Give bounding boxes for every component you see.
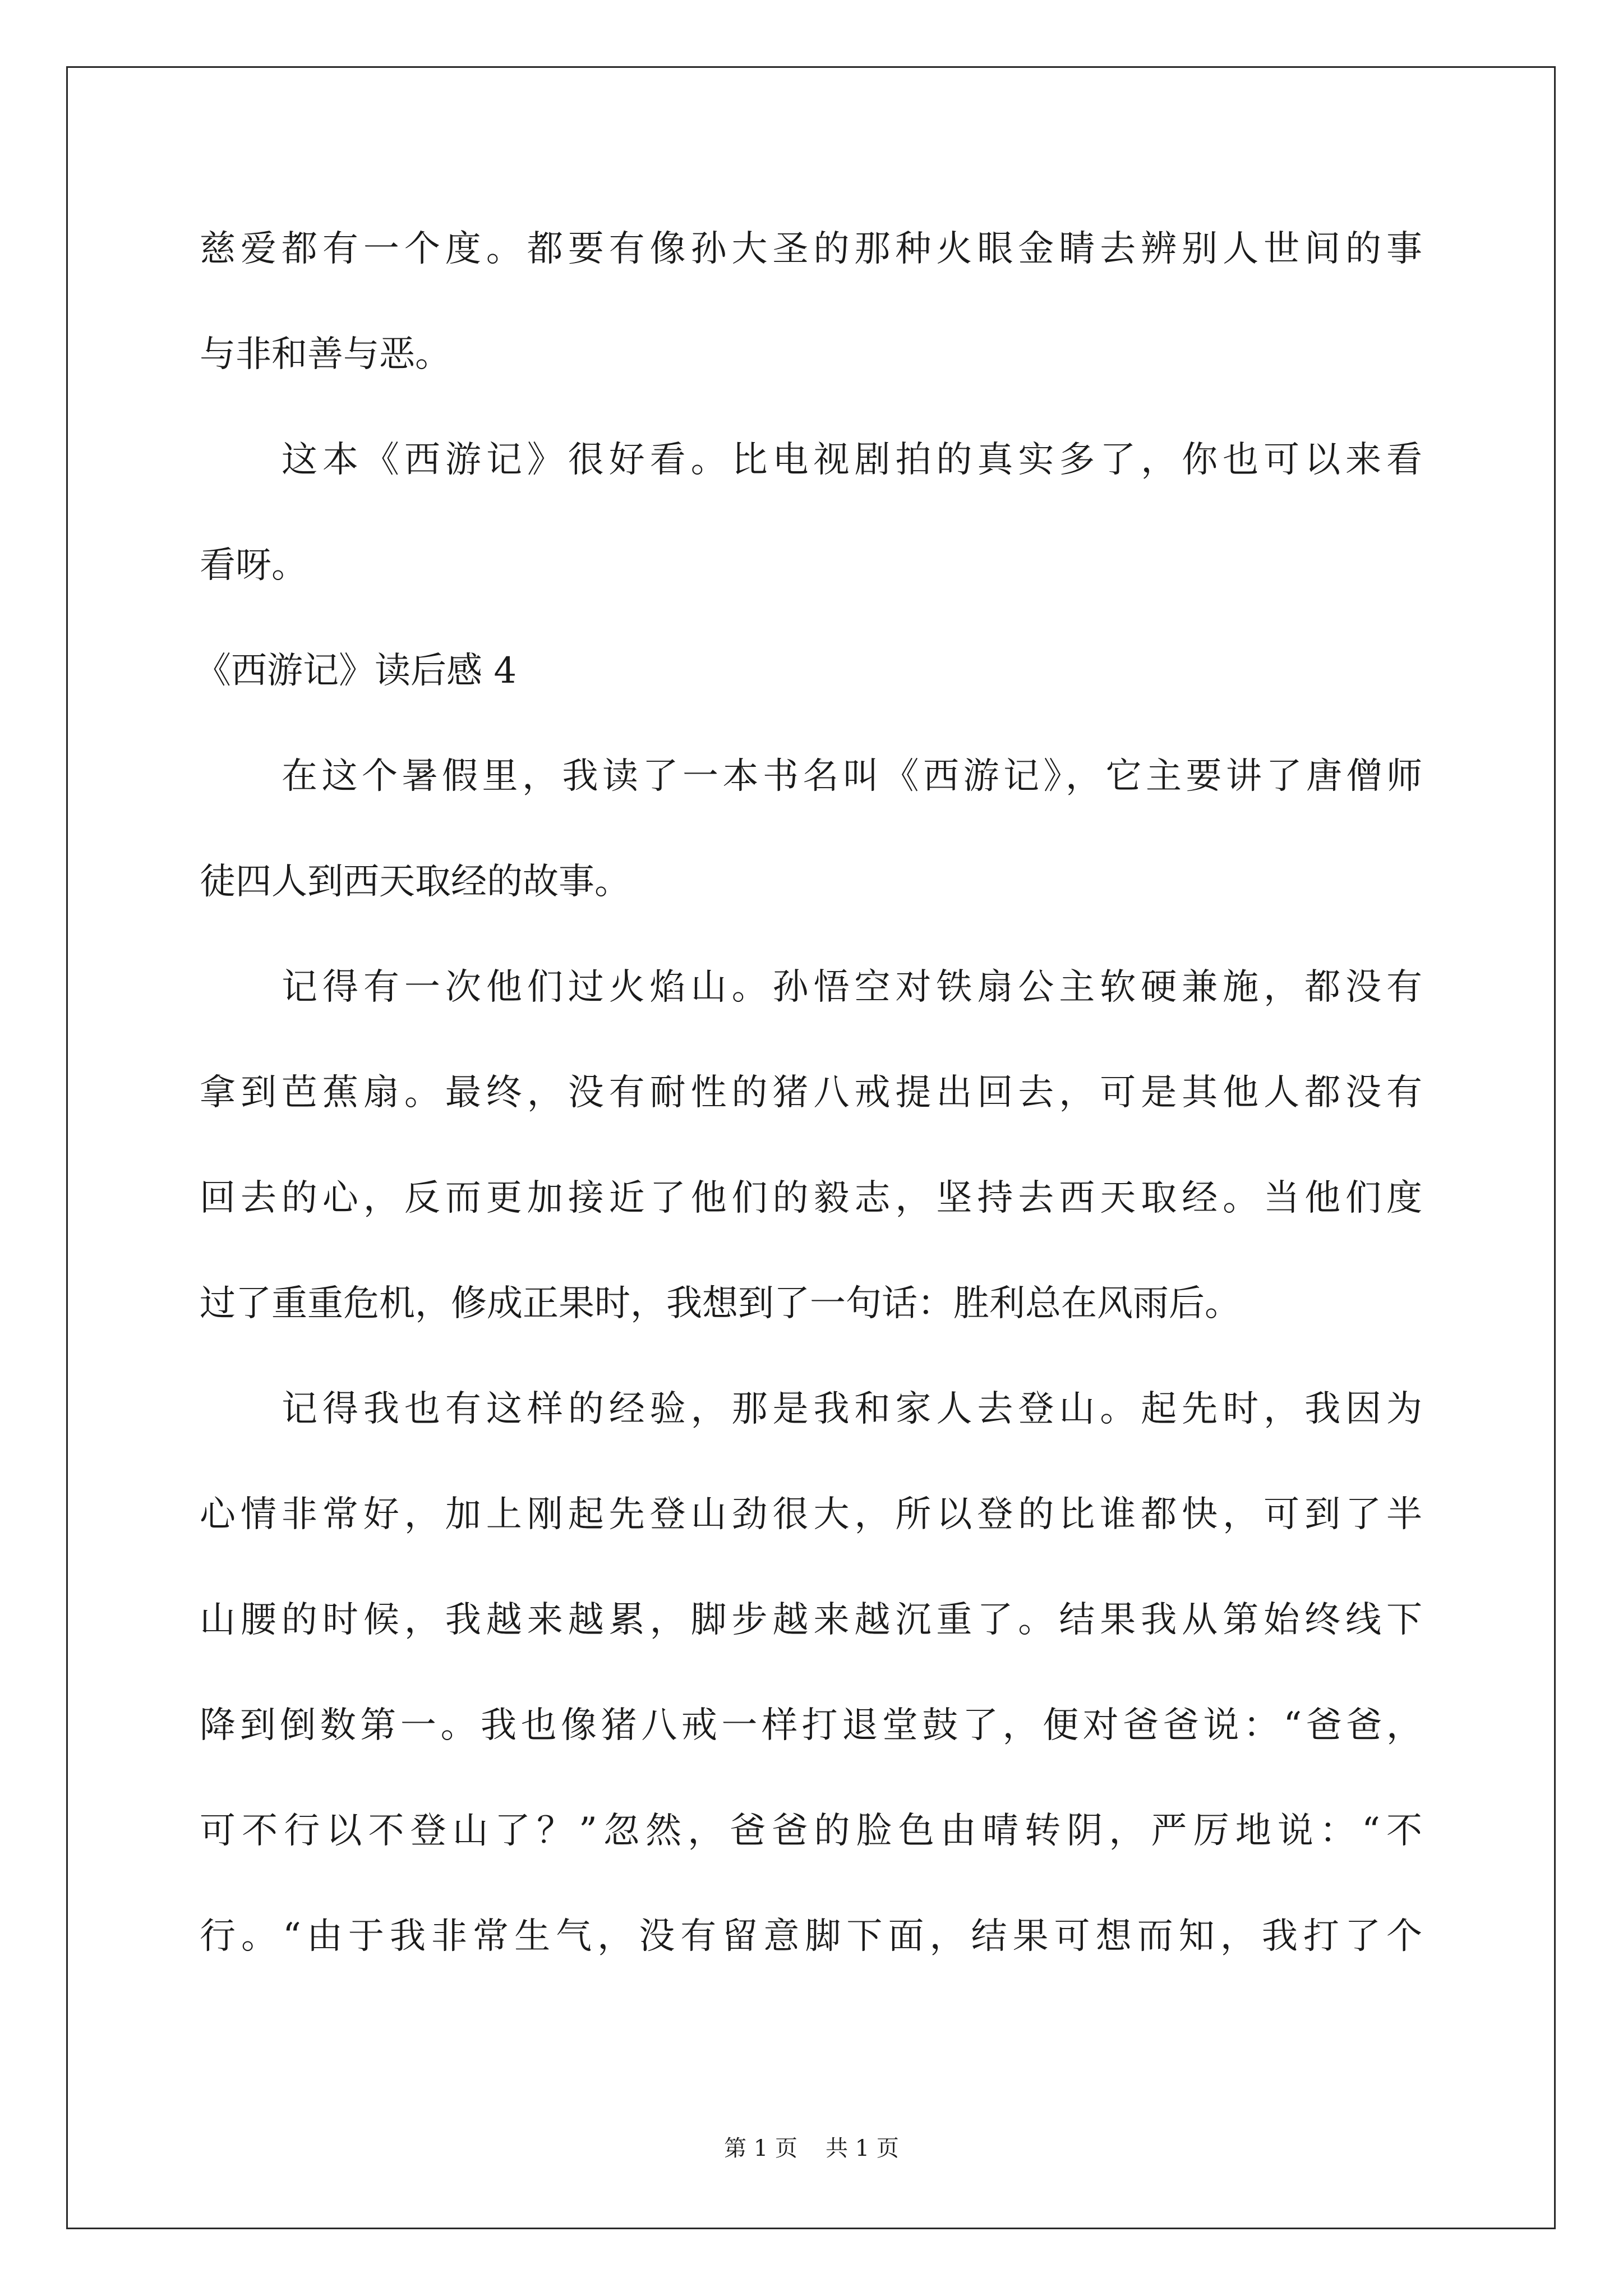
text-line: 看呀。	[200, 545, 307, 586]
text-line: 可不行以不登山了？”忽然，爸爸的脸色由晴转阴，严厉地说：“不	[200, 1810, 1422, 1852]
page-number: 第 1 页	[724, 2136, 797, 2161]
text-line: 过了重重危机，修成正果时，我想到了一句话：胜利总在风雨后。	[200, 1283, 1241, 1324]
text-line: 回去的心，反而更加接近了他们的毅志，坚持去西天取经。当他们度	[200, 1177, 1422, 1219]
document-body	[195, 213, 1422, 2006]
text-line: 心情非常好，加上刚起先登山劲很大，所以登的比谁都快，可到了半	[200, 1494, 1422, 1535]
text-line: 降到倒数第一。我也像猪八戒一样打退堂鼓了，便对爸爸说：“爸爸，	[200, 1705, 1422, 1746]
text-line: 与非和善与恶。	[200, 334, 451, 375]
text-line: 在这个暑假里，我读了一本书名叫《西游记》，它主要讲了唐僧师	[282, 756, 1422, 797]
text-line: 慈爱都有一个度。都要有像孙大圣的那种火眼金睛去辨别人世间的事	[200, 228, 1422, 270]
text-line: 行。“由于我非常生气，没有留意脚下面，结果可想而知，我打了个	[200, 1916, 1422, 1957]
text-line: 记得有一次他们过火焰山。孙悟空对铁扇公主软硬兼施，都没有	[282, 967, 1422, 1008]
page-total: 共 1 页	[826, 2136, 899, 2161]
text-line: 记得我也有这样的经验，那是我和家人去登山。起先时，我因为	[282, 1388, 1422, 1430]
page-footer	[0, 2132, 1623, 2165]
text-line: 这本《西游记》很好看。比电视剧拍的真实多了，你也可以来看	[282, 439, 1422, 481]
text-line: 山腰的时候，我越来越累，脚步越来越沉重了。结果我从第始终线下	[200, 1599, 1422, 1641]
text-line: 拿到芭蕉扇。最终，没有耐性的猪八戒提出回去，可是其他人都没有	[200, 1072, 1422, 1114]
text-line: 徒四人到西天取经的故事。	[200, 861, 630, 903]
section-heading: 《西游记》读后感 4	[195, 650, 517, 692]
